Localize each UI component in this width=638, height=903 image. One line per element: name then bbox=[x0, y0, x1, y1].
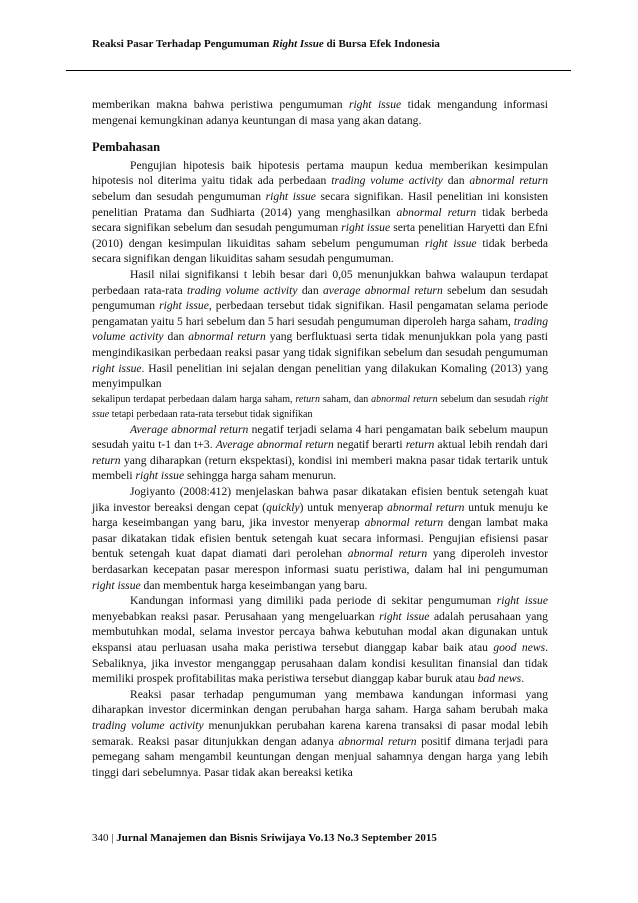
italic-term: right issue bbox=[424, 236, 477, 250]
text-run: dengan lambat maka pasar dikatakan tidak efisien bentuk setengah kuat secara informasi. Pengujian efisiensi pasar bentuk setengah kuat dapat diamati dari perolehan bbox=[92, 516, 548, 561]
italic-term: Average abnormal return bbox=[130, 422, 249, 436]
text-run: , perbedaan tersebut tidak signifikan. Hasil pengamatan selama periode pengamatan yaitu 5 hari sebelum dan 5 hari sesudah pengumuman diperoleh harga saham, bbox=[92, 299, 549, 328]
text-run: menunjukkan perubahan karena karena transaksi di pasar modal lebih semarak. Reaksi pasar ditunjukkan dengan adanya bbox=[92, 718, 548, 748]
article-body bbox=[92, 97, 548, 780]
italic-term: abnormal return bbox=[338, 734, 417, 748]
italic-term: right issue bbox=[496, 594, 548, 608]
journal-citation: Jurnal Manajemen dan Bisnis Sriwijaya Vo.13 No.3 September 2015 bbox=[116, 832, 437, 844]
italic-term: trading volume activity bbox=[92, 718, 204, 732]
text-run: yang diharapkan (return ekspektasi), kondisi ini memberi makna pasar tidak tertarik untuk membeli bbox=[92, 453, 548, 483]
header-title-prefix: Reaksi Pasar Terhadap Pengumuman bbox=[92, 38, 273, 50]
italic-term: quickly bbox=[266, 500, 300, 514]
text-run: . bbox=[521, 672, 525, 686]
italic-term: abnormal return bbox=[371, 393, 438, 405]
text-run: Pengujian hipotesis baik hipotesis pertama maupun kedua memberikan kesimpulan hipotesis nol diterima yaitu tidak ada perbedaan bbox=[92, 158, 548, 188]
italic-term: right ssue bbox=[92, 393, 548, 420]
text-run: aktual lebih rendah dari bbox=[434, 438, 548, 452]
header-title-suffix: di Bursa Efek Indonesia bbox=[323, 38, 440, 50]
text-run: secara signifikan. Hasil penelitian ini konsisten penelitian Pratama dan Sudhiarta (2014) yang menghasilkan bbox=[92, 189, 548, 219]
text-run: negatif terjadi selama 4 hari pengamatan baik sebelum maupun sesudah yaitu t-1 dan t+3. bbox=[92, 422, 548, 452]
italic-term: right issue bbox=[348, 98, 402, 111]
italic-term: bad news bbox=[477, 672, 522, 686]
italic-term: good news bbox=[493, 641, 546, 654]
text-run: positif dimana terjadi para pemegang saham mengambil keuntungan dengan menjual sahamnya dengan harga yang lebih tinggi dari sebelumnya. Pasar tidak akan bereaksi ketika bbox=[92, 734, 548, 779]
text-run: serta penelitian Haryetti dan Efni (2010) dengan kesimpulan likuiditas saham sebelum pengumuman bbox=[92, 221, 548, 250]
footer-separator: | bbox=[111, 832, 114, 844]
page-number: 340 bbox=[92, 832, 109, 844]
italic-term: right issue bbox=[135, 469, 185, 483]
italic-term: right issue bbox=[341, 221, 391, 235]
text-run: sebelum dan sesudah pengumuman bbox=[92, 283, 548, 313]
italic-term: abnormal return bbox=[364, 516, 444, 530]
italic-term: right issue bbox=[92, 361, 142, 375]
text-run: sekalipun terdapat perbedaan dalam harga saham, bbox=[92, 393, 296, 405]
italic-term: Average abnormal return bbox=[215, 438, 334, 452]
paragraph-5 bbox=[92, 593, 548, 687]
paragraph-6 bbox=[92, 687, 548, 781]
italic-term: average abnormal return bbox=[323, 283, 443, 297]
paragraph-3 bbox=[92, 422, 548, 484]
text-run: negatif berarti bbox=[333, 438, 406, 452]
text-run: Reaksi pasar terhadap pengumuman yang membawa kandungan informasi yang diharapkan investor dicerminkan dengan perubahan harga saham. Harga saham berubah maka bbox=[92, 687, 548, 717]
section-heading: Pembahasan bbox=[92, 140, 161, 155]
text-run: yang berfluktuasi serta tidak menunjukkan pola yang pasti mengindikasikan perbedaan reaksi pasar yang tidak signifikan sebelum dan sesudah pengumuman bbox=[92, 330, 549, 359]
paragraph-2-quote bbox=[92, 392, 548, 422]
italic-term: trading volume activity bbox=[331, 174, 443, 188]
italic-term: return bbox=[405, 438, 435, 452]
text-run: Kandungan informasi yang dimiliki pada periode di sekitar pengumuman bbox=[130, 594, 497, 608]
italic-term: abnormal return bbox=[396, 205, 477, 219]
text-run: ) untuk menyerap bbox=[299, 500, 388, 514]
page-footer bbox=[92, 832, 437, 844]
italic-term: trading volume activity bbox=[187, 283, 298, 297]
text-run: saham, dan bbox=[320, 393, 372, 405]
italic-term: right issue bbox=[92, 578, 141, 592]
text-run: . Sebaliknya, jika investor menganggap perusahaan dalam kondisi kesulitan finansial dan tidak memiliki prospek profitabilitas maka peristiwa tersebut dianggap kabar buruk atau bbox=[92, 641, 548, 686]
text-run: menyebabkan reaksi pasar. Perusahaan yang mengeluarkan bbox=[92, 609, 380, 623]
italic-term: abnormal return bbox=[387, 500, 465, 514]
italic-term: right issue bbox=[379, 609, 430, 623]
text-run: adalah perusahaan yang membutuhkan modal, selama investor percaya bahwa kebutuhan modal akan digunakan untuk ekspansi atau perluasan usaha maka peristiwa tersebut dianggap kabar baik atau bbox=[92, 609, 548, 654]
text-run: dan membentuk harga keseimbangan yang baru. bbox=[140, 578, 368, 592]
text-run: Jogiyanto (2008:412) menjelaskan bahwa pasar dikatakan efisien bentuk setengah kuat jika investor bereaksi dengan cepat ( bbox=[92, 485, 548, 514]
paragraph-2 bbox=[92, 267, 548, 392]
text-run: dan bbox=[442, 174, 470, 188]
italic-term: return bbox=[295, 393, 321, 405]
italic-term: right issue bbox=[159, 299, 209, 313]
text-run: sebelum dan sesudah bbox=[437, 393, 529, 405]
text-run: Hasil nilai signifikansi t lebih besar dari 0,05 menunjukkan bahwa walaupun terdapat perbedaan rata-rata bbox=[92, 267, 548, 297]
text-run: sebelum dan sesudah pengumuman bbox=[92, 189, 266, 203]
text-run: tidak mengandung informasi mengenai kemungkinan adanya keuntungan di masa yang akan datang. bbox=[92, 98, 548, 127]
text-run: sehingga harga saham menurun. bbox=[184, 469, 337, 483]
text-run: untuk menuju ke harga keseimbangan yang baru, jika investor menyerap bbox=[92, 500, 548, 530]
italic-term: abnormal return bbox=[469, 174, 548, 188]
header-title-italic: Right Issue bbox=[272, 38, 324, 50]
italic-term: abnormal return bbox=[347, 547, 428, 561]
header-divider bbox=[66, 70, 571, 71]
text-run: . Hasil penelitian ini sejalan dengan penelitian yang dilakukan Komaling (2013) yang menyimpulkan bbox=[92, 361, 548, 391]
italic-term: abnormal return bbox=[188, 330, 266, 344]
italic-term: right issue bbox=[265, 189, 316, 203]
italic-term: trading volume activity bbox=[92, 314, 548, 344]
paragraph-1 bbox=[92, 158, 548, 267]
text-run: dan bbox=[297, 283, 323, 297]
text-run: memberikan makna bahwa peristiwa pengumuman bbox=[92, 98, 349, 111]
text-run: tetapi perbedaan rata-rata tersebut tidak signifikan bbox=[109, 408, 313, 420]
text-run: dan bbox=[163, 330, 189, 344]
intro-paragraph bbox=[92, 97, 548, 128]
text-run: tidak berbeda secara signifikan dengan likuiditas saham sesudah pengumuman. bbox=[92, 236, 548, 266]
text-run: tidak berbeda secara signifikan sebelum dan sesudah pengumuman bbox=[92, 205, 548, 235]
running-header bbox=[92, 38, 440, 50]
text-run: yang diperoleh investor berdasarkan kecepatan pasar merespon informasi suatu peristiwa, dalam hal ini pengumuman bbox=[92, 547, 548, 577]
paragraph-4 bbox=[92, 484, 548, 593]
italic-term: return bbox=[92, 453, 121, 467]
